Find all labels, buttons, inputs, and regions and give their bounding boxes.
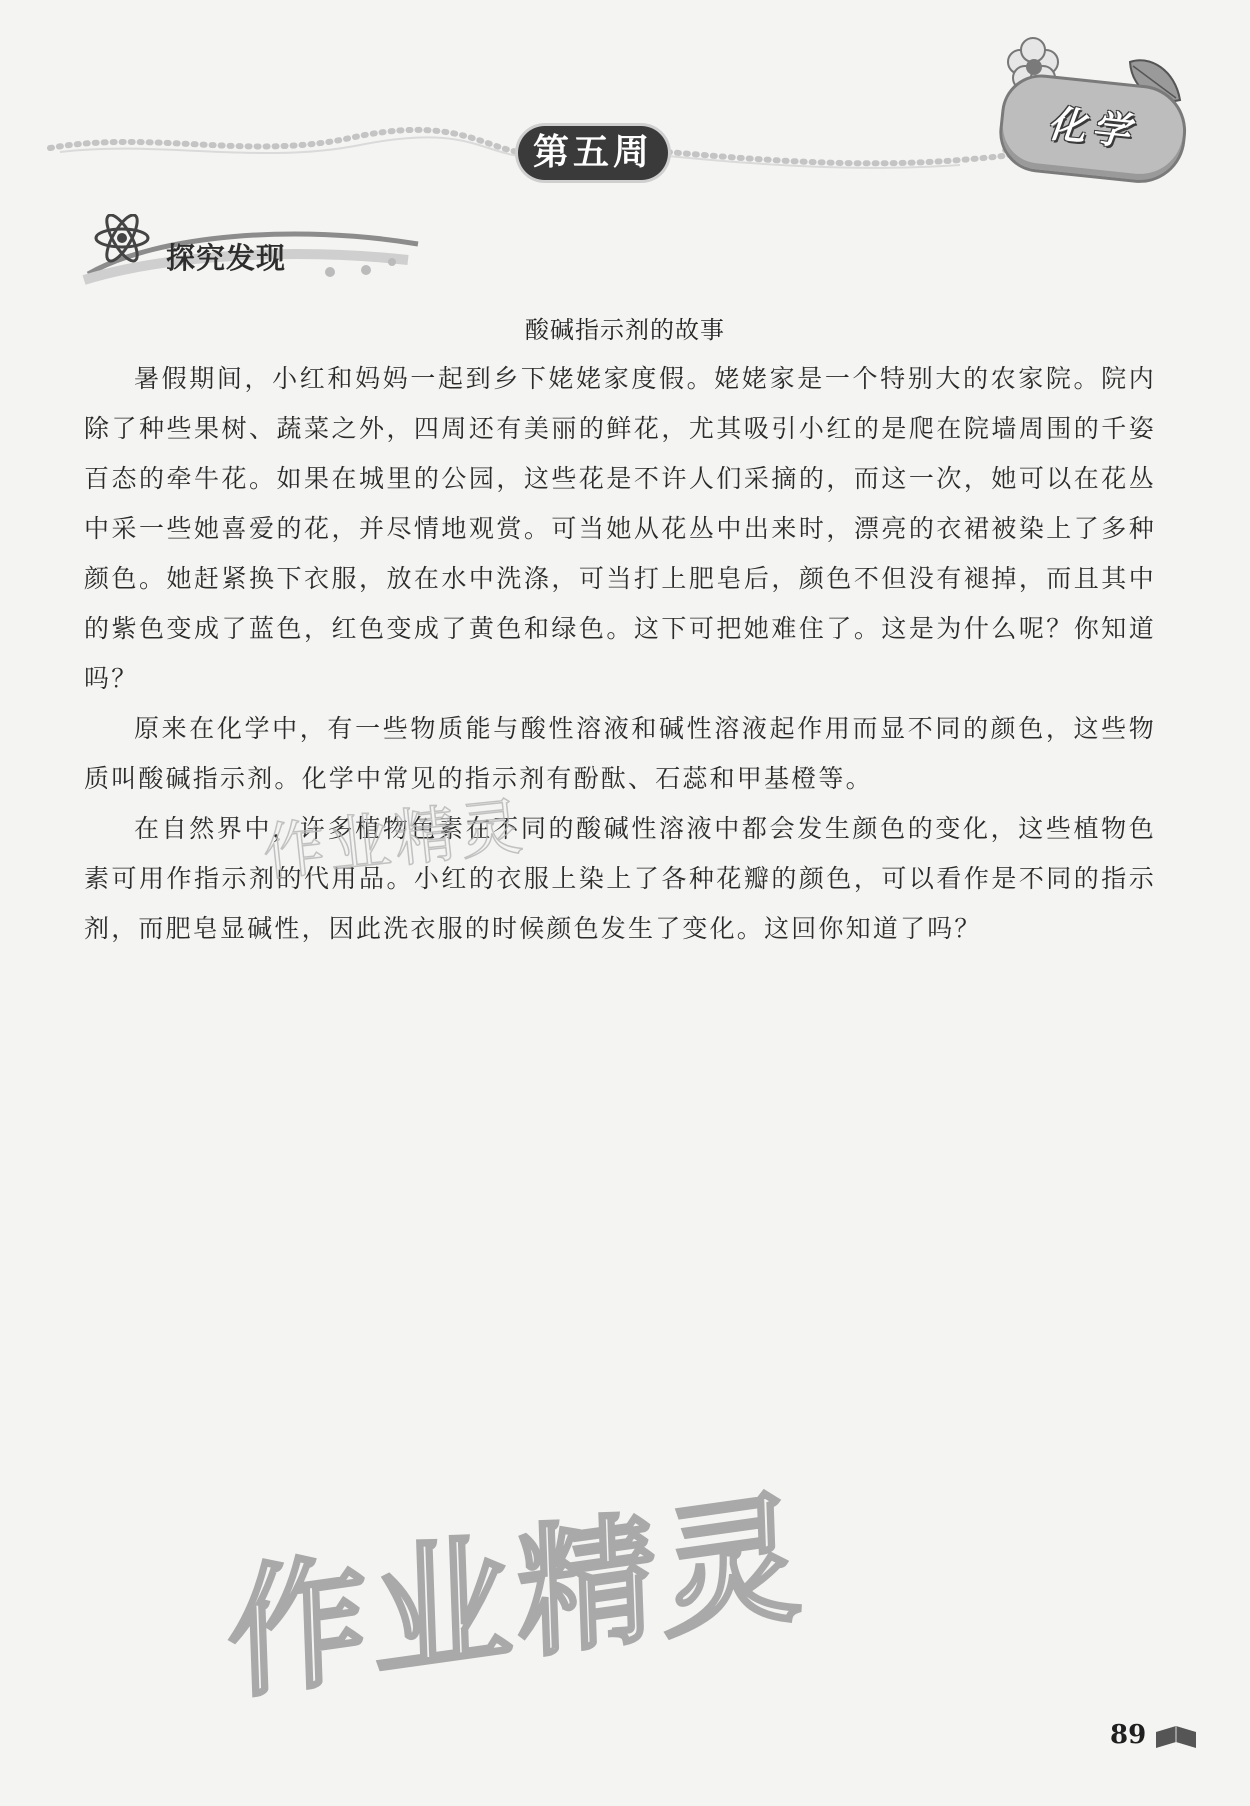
paragraph: 原来在化学中，有一些物质能与酸性溶液和碱性溶液起作用而显不同的颜色，这些物质叫酸碱指示剂。化学中常见的指示剂有酚酞、石蕊和甲基橙等。 bbox=[84, 714, 1156, 793]
page-number: 89 bbox=[1110, 1720, 1147, 1750]
subject-label: 化学 bbox=[1045, 101, 1138, 155]
section-title: 探究发现 bbox=[166, 241, 287, 275]
article-body bbox=[84, 354, 1156, 954]
watermark-large: 作业精灵 bbox=[225, 1475, 810, 1721]
watermark-small: 作业精灵 bbox=[259, 789, 530, 890]
book-icon bbox=[1154, 1722, 1198, 1752]
paragraph: 在自然界中，许多植物色素在不同的酸碱性溶液中都会发生颜色的变化，这些植物色素可用作指示剂的代用品。小红的衣服上染上了各种花瓣的颜色，可以看作是不同的指示剂，而肥皂显碱性，因此洗衣服的时候颜色发生了变化。这回你知道了吗？ bbox=[84, 814, 1156, 943]
article-title: 酸碱指示剂的故事 bbox=[525, 316, 725, 344]
paragraph: 暑假期间，小红和妈妈一起到乡下姥姥家度假。姥姥家是一个特别大的农家院。院内除了种些果树、蔬菜之外，四周还有美丽的鲜花，尤其吸引小红的是爬在院墙周围的千姿百态的牵牛花。如果在城里的公园，这些花是不许人们采摘的，而这一次，她可以在花丛中采一些她喜爱的花，并尽情地观赏。可当她从花丛中出来时，漂亮的衣裙被染上了多种颜色。她赶紧换下衣服，放在水中洗涤，可当打上肥皂后，颜色不但没有褪掉，而且其中的紫色变成了蓝色，红色变成了黄色和绿色。这下可把她难住了。这是为什么呢？你知道吗？ bbox=[84, 364, 1156, 693]
week-badge: 第五周 bbox=[518, 126, 668, 180]
